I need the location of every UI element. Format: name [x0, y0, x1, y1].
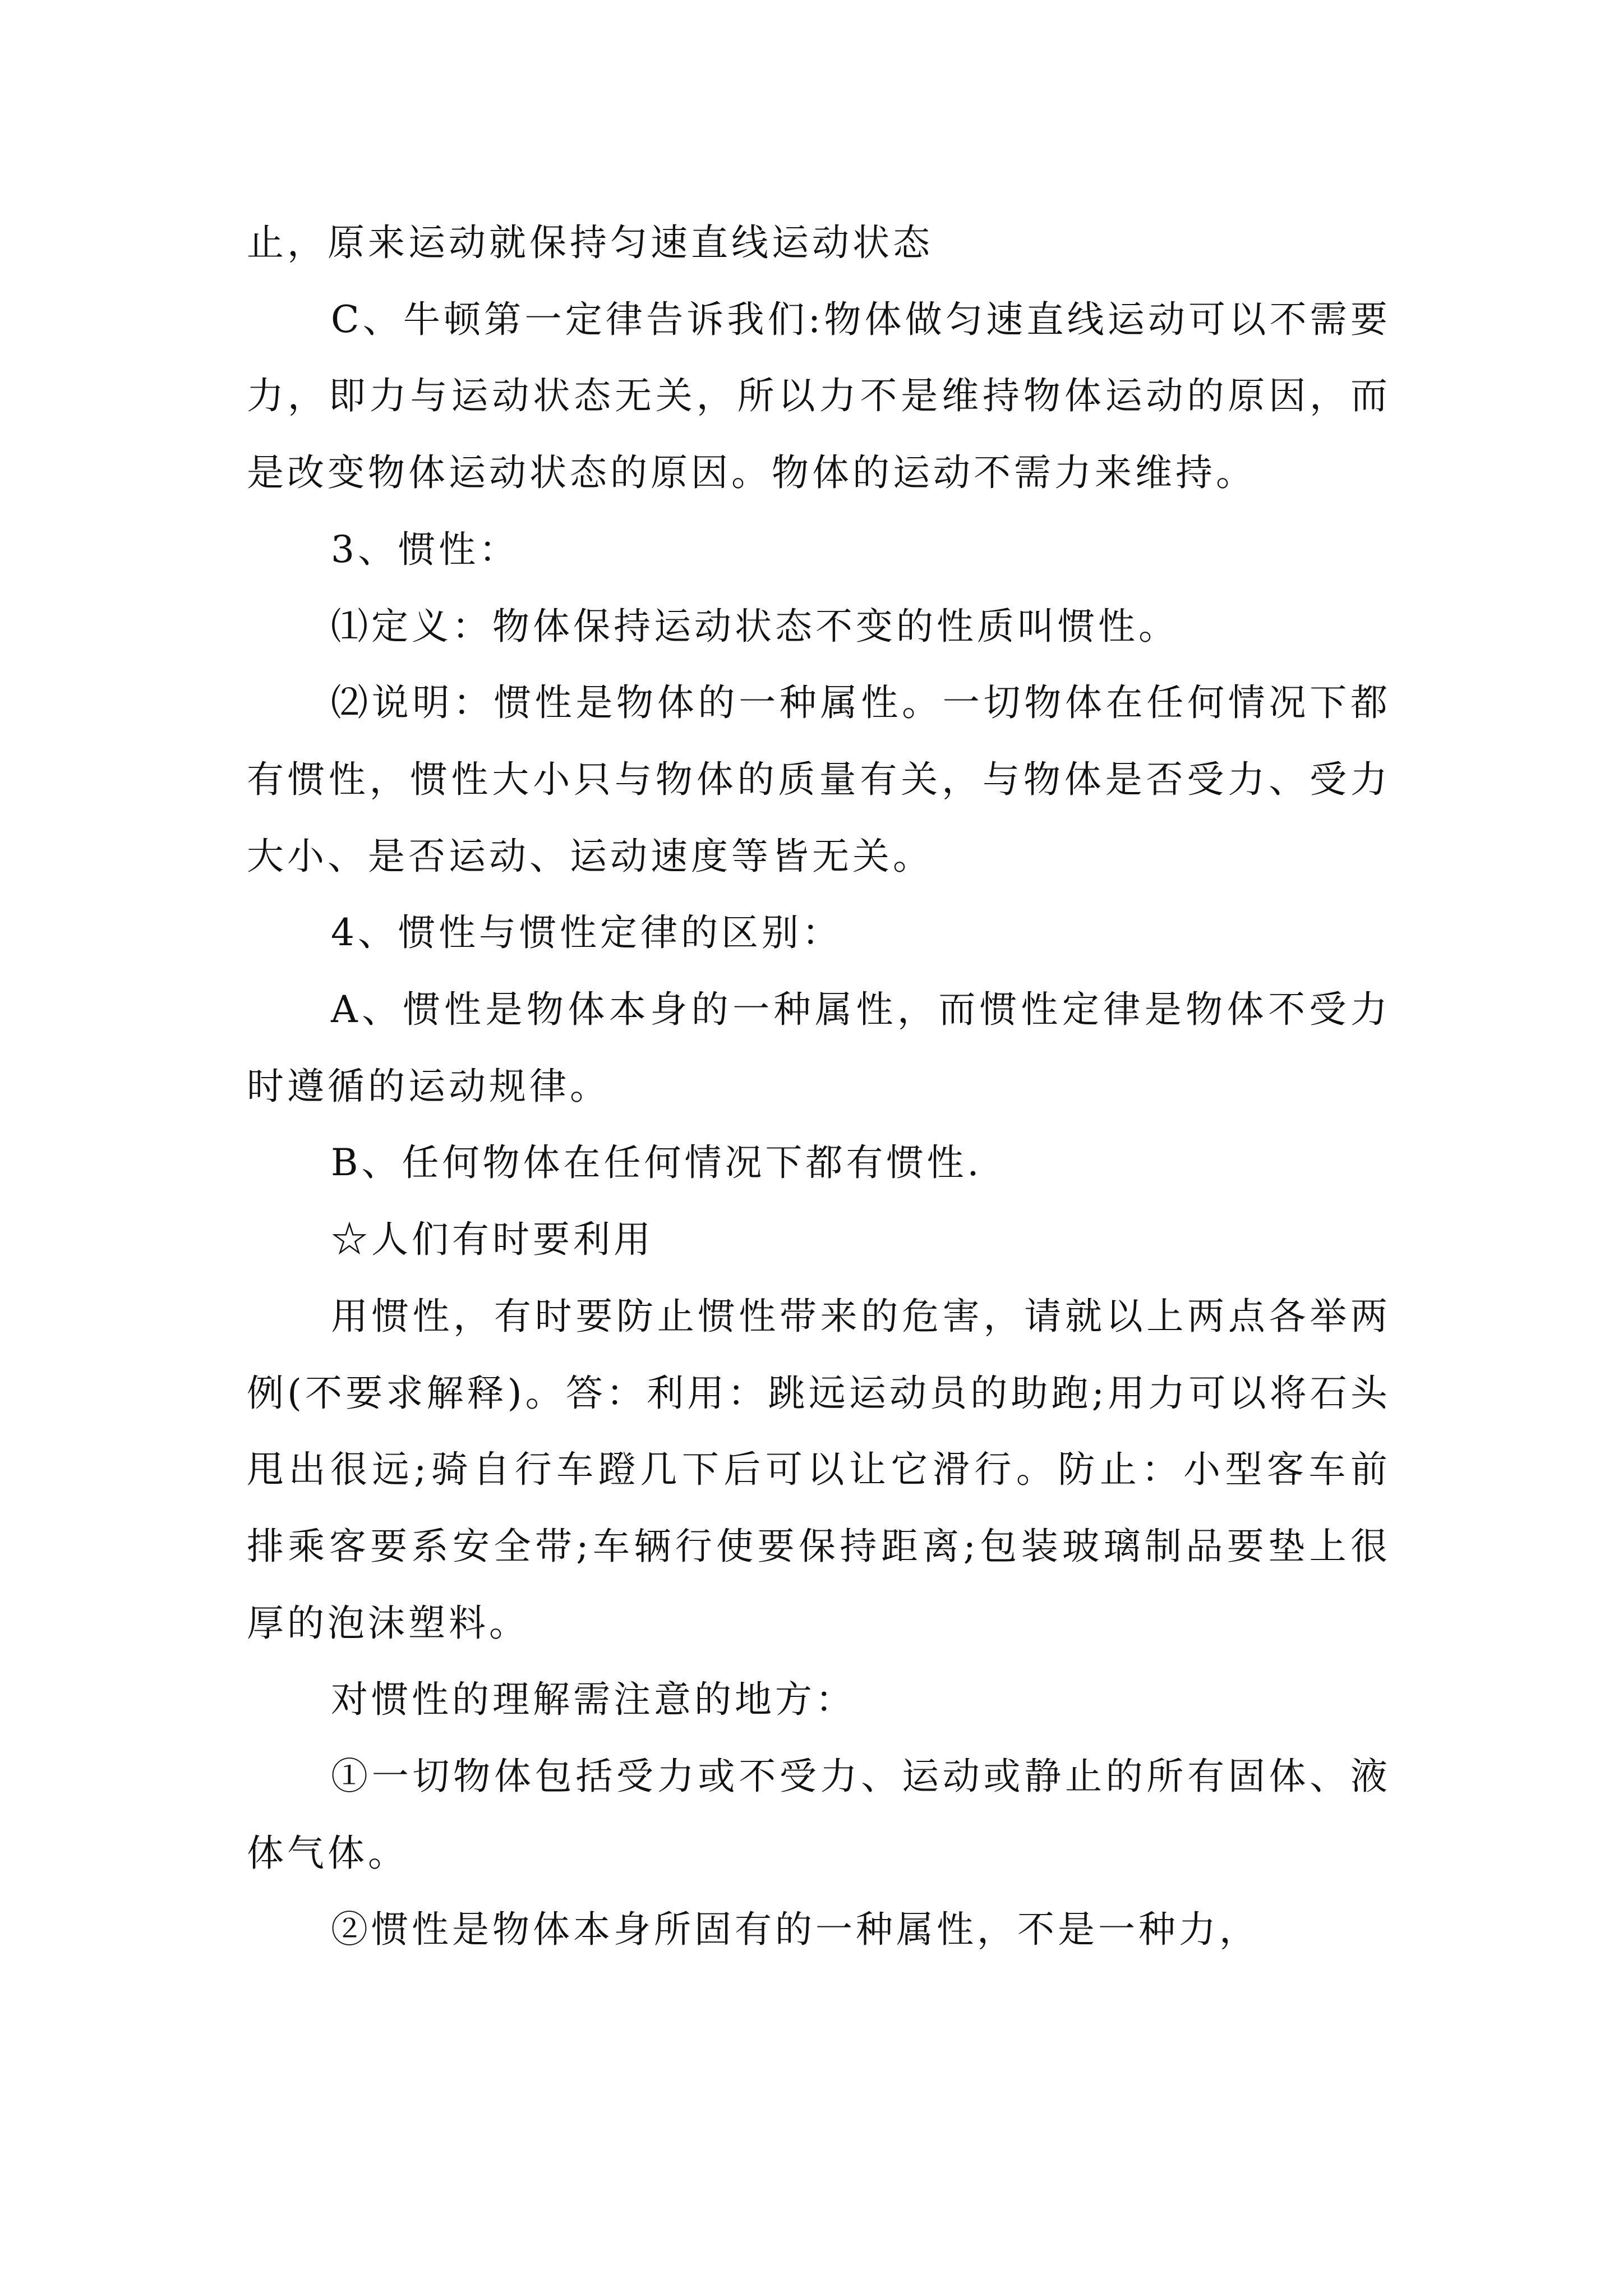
heading-notes: 对惯性的理解需注意的地方：: [331, 1678, 856, 1722]
paragraph-note-1: ①一切物体包括受力或不受力、运动或静止的所有固体、液体气体。: [247, 1755, 1391, 1875]
heading-inertia: 3、惯性：: [331, 527, 519, 571]
paragraph-inertia-explanation: ⑵说明：惯性是物体的一种属性。一切物体在任何情况下都有惯性，惯性大小只与物体的质量有关，与物体是否受力、受力大小、是否运动、运动速度等皆无关。: [247, 681, 1391, 878]
paragraph-difference-b: B、任何物体在任何情况下都有惯性.: [331, 1141, 983, 1185]
paragraph-examples: 用惯性，有时要防止惯性带来的危害，请就以上两点各举两例(不要求解释)。答：利用：跳远运动员的助跑;用力可以将石头甩出很远;骑自行车蹬几下后可以让它滑行。防止：小型客车前排乘客要系安全带;车辆行使要保持距离;包装玻璃制品要垫上很厚的泡沫塑料。: [247, 1294, 1391, 1645]
document-body: [247, 205, 1391, 1968]
paragraph-difference-a: A、惯性是物体本身的一种属性，而惯性定律是物体不受力时遵循的运动规律。: [247, 988, 1391, 1108]
paragraph-inertia-definition: ⑴定义：物体保持运动状态不变的性质叫惯性。: [331, 604, 1179, 648]
paragraph-star-note: ☆人们有时要利用: [331, 1218, 654, 1262]
paragraph-note-2: ②惯性是物体本身所固有的一种属性，不是一种力，: [331, 1908, 1260, 1952]
paragraph-continuation: 止，原来运动就保持匀速直线运动状态: [247, 221, 933, 264]
heading-inertia-vs-law: 4、惯性与惯性定律的区别：: [331, 911, 842, 955]
paragraph-newton-first-law-c: C、牛顿第一定律告诉我们:物体做匀速直线运动可以不需要力，即力与运动状态无关，所以力不是维持物体运动的原因，而是改变物体运动状态的原因。物体的运动不需力来维持。: [247, 297, 1391, 495]
